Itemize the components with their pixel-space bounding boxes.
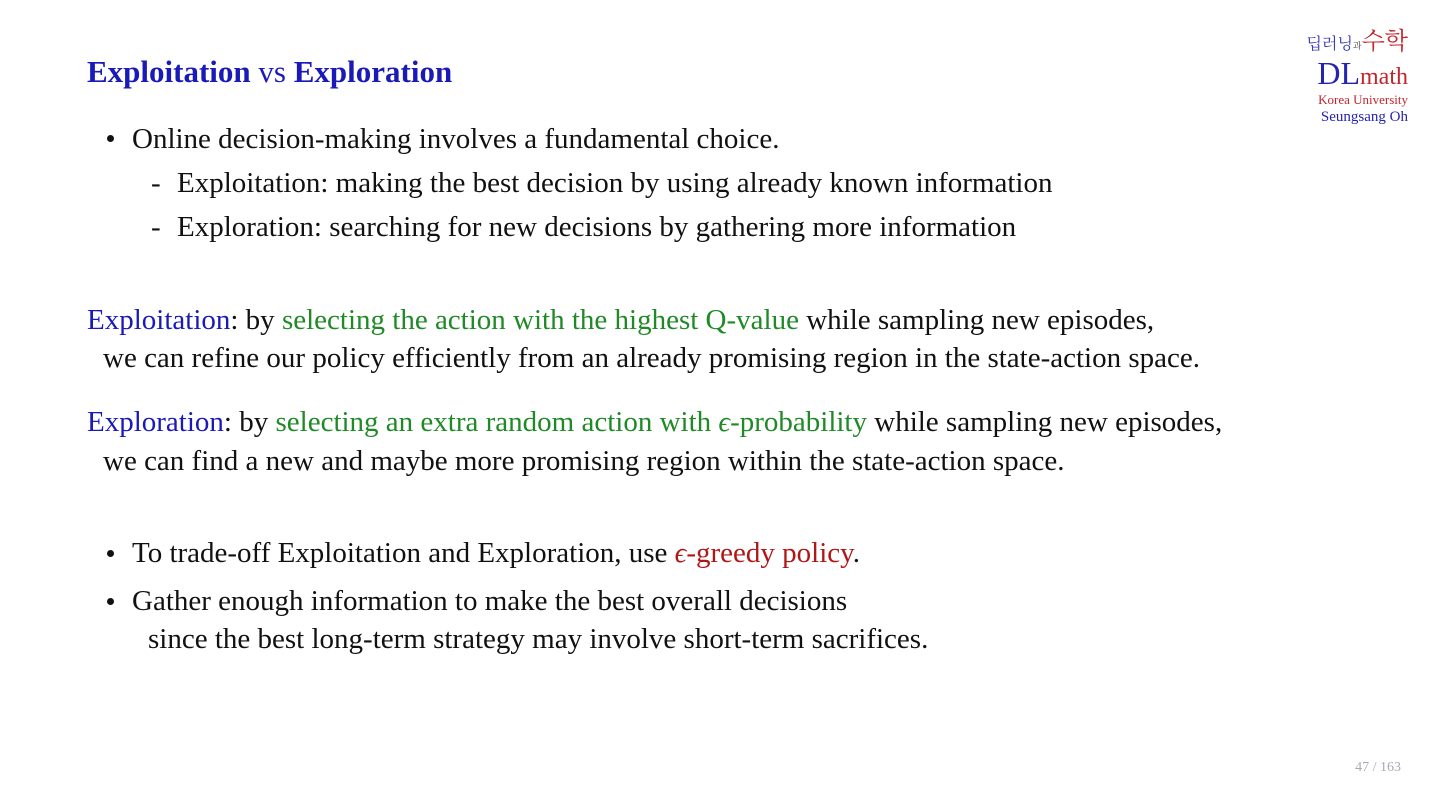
logo-math: math [1360, 64, 1408, 90]
dlmath-logo [1278, 30, 1408, 126]
title-exploration: Exploration [293, 54, 453, 89]
bullet-dot [107, 135, 114, 142]
bullet-tradeoff [132, 535, 860, 571]
logo-korean [1278, 30, 1408, 58]
exploration-rest: while sampling new episodes, [867, 406, 1223, 438]
page-number: 47 / 163 [1355, 760, 1401, 775]
exploration-line2: we can find a new and maybe more promising region within the state-action space. [103, 445, 1065, 477]
logo-author: Seungsang Oh [1320, 109, 1408, 125]
sub-exploitation: Exploitation: making the best decision by using already known information [177, 167, 1053, 199]
tradeoff-highlight: -greedy policy [686, 537, 853, 569]
logo-korean-left: 딥러닝 [1306, 36, 1353, 53]
logo-dl: DL [1317, 55, 1360, 91]
exploitation-rest: while sampling new episodes, [798, 304, 1155, 336]
bullet-online-decision: Online decision-making involves a fundamental choice. [132, 123, 780, 155]
logo-university: Korea University [1318, 92, 1408, 107]
title-exploitation: Exploitation [87, 54, 251, 89]
logo-korean-small: 과 [1352, 41, 1362, 51]
exploitation-highlight: selecting the action with the highest Q-value [281, 304, 799, 336]
exploration-line1 [87, 404, 1222, 440]
bullet-dot [107, 598, 114, 605]
sub-dash: - [151, 211, 161, 243]
exploration-epsilon: ϵ [718, 406, 731, 438]
bullet-dot [107, 550, 114, 557]
exploitation-term: Exploitation [87, 304, 231, 336]
logo-korean-right: 수학 [1361, 29, 1408, 55]
tradeoff-post: . [852, 537, 861, 569]
exploration-highlight-a: selecting an extra random action with [275, 406, 719, 438]
exploitation-line2: we can refine our policy efficiently from an already promising region in the state-action space. [103, 342, 1201, 374]
exploration-highlight-b: -probability [730, 406, 867, 438]
bullet-gather-line2: since the best long-term strategy may involve short-term sacrifices. [148, 623, 929, 655]
exploration-term: Exploration [87, 406, 224, 438]
bullet-gather-line1: Gather enough information to make the best overall decisions [132, 585, 848, 617]
tradeoff-epsilon: ϵ [674, 537, 687, 569]
slide-title [87, 52, 452, 92]
sub-exploration: Exploration: searching for new decisions by gathering more information [177, 211, 1017, 243]
tradeoff-pre: To trade-off Exploitation and Exploration, use [132, 537, 675, 569]
exploitation-line1 [87, 302, 1154, 338]
exploration-colon: : by [223, 406, 276, 438]
title-vs: vs [258, 54, 286, 89]
logo-main [1278, 55, 1408, 92]
exploitation-colon: : by [230, 304, 282, 336]
sub-dash: - [151, 167, 161, 199]
